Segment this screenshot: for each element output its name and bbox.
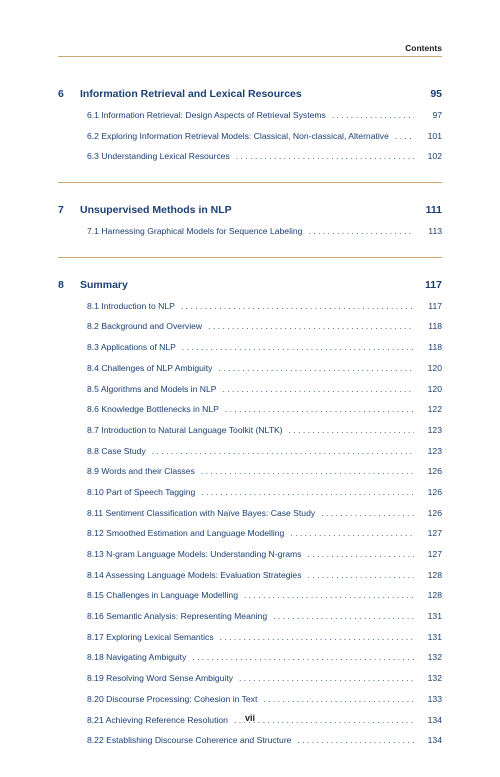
entry-title: 8.4 Challenges of NLP Ambiguity	[87, 362, 213, 373]
dot-leader	[201, 466, 414, 476]
toc-entry[interactable]	[87, 735, 442, 756]
toc-entry[interactable]	[87, 590, 442, 611]
entry-title: 8.10 Part of Speech Tagging	[87, 486, 196, 497]
chapter-divider	[58, 257, 442, 258]
entry-page-number: 128	[427, 590, 442, 601]
chapter-heading[interactable]	[58, 204, 442, 222]
entry-title: 8.16 Semantic Analysis: Representing Meaning	[87, 611, 268, 622]
entry-title: 8.1 Introduction to NLP	[87, 300, 175, 311]
running-head: Contents	[405, 43, 442, 53]
entry-page-number: 126	[427, 466, 442, 477]
toc-entry[interactable]	[87, 151, 442, 172]
chapter-divider	[58, 182, 442, 183]
entry-title: 8.7 Introduction to Natural Language Toolkit (NLTK)	[87, 424, 283, 435]
dot-leader	[181, 301, 414, 311]
entry-page-number: 118	[428, 321, 442, 332]
toc-entry[interactable]	[87, 384, 442, 405]
dot-leader	[307, 549, 414, 559]
entry-title: 8.14 Assessing Language Models: Evaluation Strategies	[87, 569, 302, 580]
dot-leader	[263, 694, 414, 704]
toc-entry[interactable]	[87, 528, 442, 549]
chapter-title: Information Retrieval and Lexical Resources	[80, 88, 302, 100]
entry-page-number: 118	[428, 342, 442, 353]
entry-title: 8.18 Navigating Ambiguity	[87, 652, 187, 663]
dot-leader	[308, 226, 414, 236]
chapter-title: Summary	[80, 278, 128, 291]
entry-title: 8.22 Establishing Discourse Coherence and Structure	[87, 735, 292, 746]
toc-entry[interactable]	[87, 131, 442, 152]
entry-page-number: 102	[427, 151, 442, 162]
chapter-heading[interactable]	[58, 88, 442, 106]
toc-entry[interactable]	[87, 632, 442, 653]
entry-title: 8.2 Background and Overview	[87, 321, 203, 332]
toc-entry[interactable]	[87, 549, 442, 570]
toc-entry[interactable]	[87, 694, 442, 715]
dot-leader	[290, 528, 414, 538]
entry-title: 8.11 Sentiment Classification with Naïve Bayes: Case Study	[87, 507, 316, 518]
entry-title: 8.15 Challenges in Language Modelling	[87, 590, 238, 601]
toc-entry[interactable]	[87, 321, 442, 342]
toc-entry[interactable]	[87, 342, 442, 363]
dot-leader	[182, 342, 414, 352]
dot-leader	[220, 632, 414, 642]
toc-entry[interactable]	[87, 652, 442, 673]
toc-entry[interactable]	[87, 508, 442, 529]
entry-page-number: 131	[427, 611, 442, 622]
toc-entry[interactable]	[87, 425, 442, 446]
chapter-block	[58, 279, 442, 756]
toc-entry[interactable]	[87, 226, 442, 247]
chapter-title: Unsupervised Methods in NLP	[80, 204, 232, 217]
entry-page-number: 120	[427, 383, 442, 394]
dot-leader	[289, 425, 414, 435]
entry-page-number: 134	[427, 714, 442, 725]
dot-leader	[244, 590, 414, 600]
entry-title: 8.17 Exploring Lexical Semantics	[87, 631, 214, 642]
entry-page-number: 123	[427, 445, 442, 456]
entry-page-number: 101	[427, 130, 442, 141]
entry-page-number: 134	[427, 735, 442, 746]
dot-leader	[332, 110, 414, 120]
entry-list	[87, 301, 442, 756]
entry-list	[87, 110, 442, 172]
entry-page-number: 117	[428, 300, 442, 311]
chapter-block	[58, 204, 442, 258]
entry-title: 7.1 Harnessing Graphical Models for Sequence Labeling	[87, 226, 303, 237]
entry-title: 6.1 Information Retrieval: Design Aspects of Retrieval Systems	[87, 110, 326, 120]
entry-page-number: 132	[427, 673, 442, 684]
chapter-page-number: 111	[425, 204, 442, 217]
toc-entry[interactable]	[87, 466, 442, 487]
toc-entry[interactable]	[87, 487, 442, 508]
entry-page-number: 97	[432, 110, 442, 120]
dot-leader	[239, 673, 414, 683]
toc-entry[interactable]	[87, 570, 442, 591]
toc-entry[interactable]	[87, 110, 442, 131]
entry-title: 8.20 Discourse Processing: Cohesion in Text	[87, 693, 258, 704]
entry-page-number: 131	[427, 631, 442, 642]
dot-leader	[321, 508, 414, 518]
chapter-page-number: 95	[430, 88, 442, 100]
dot-leader	[208, 321, 414, 331]
entry-title: 8.12 Smoothed Estimation and Language Modelling	[87, 528, 285, 539]
chapter-block	[58, 88, 442, 183]
dot-leader	[236, 151, 414, 161]
table-of-contents	[58, 88, 442, 777]
toc-entry[interactable]	[87, 446, 442, 467]
dot-leader	[152, 446, 414, 456]
entry-title: 6.3 Understanding Lexical Resources	[87, 151, 230, 162]
toc-entry[interactable]	[87, 404, 442, 425]
dot-leader	[273, 611, 414, 621]
dot-leader	[192, 652, 414, 662]
dot-leader	[218, 363, 414, 373]
header-rule	[58, 56, 442, 57]
chapter-heading[interactable]	[58, 279, 442, 297]
dot-leader	[308, 570, 414, 580]
entry-page-number: 123	[427, 424, 442, 435]
chapter-number: 8	[58, 278, 64, 291]
toc-entry[interactable]	[87, 673, 442, 694]
entry-page-number: 120	[427, 362, 442, 373]
entry-page-number: 132	[427, 652, 442, 663]
entry-title: 8.19 Resolving Word Sense Ambiguity	[87, 673, 234, 684]
entry-title: 8.8 Case Study	[87, 445, 146, 456]
entry-page-number: 127	[427, 549, 442, 559]
chapter-number: 7	[58, 204, 64, 217]
chapter-page-number: 117	[425, 278, 442, 291]
entry-title: 8.5 Algorithms and Models in NLP	[87, 383, 217, 394]
toc-entry[interactable]	[87, 301, 442, 322]
entry-page-number: 128	[427, 569, 442, 580]
toc-entry[interactable]	[87, 611, 442, 632]
entry-title: 8.9 Words and their Classes	[87, 466, 195, 477]
entry-page-number: 133	[427, 693, 442, 704]
dot-leader	[395, 131, 414, 141]
entry-page-number: 126	[427, 507, 442, 518]
dot-leader	[297, 735, 414, 745]
entry-title: 8.13 N-gram Language Models: Understanding N-grams	[87, 549, 302, 559]
page-number: vii	[244, 713, 255, 723]
entry-page-number: 127	[427, 528, 442, 539]
entry-page-number: 122	[427, 404, 442, 415]
entry-title: 8.6 Knowledge Bottlenecks in NLP	[87, 404, 219, 415]
dot-leader	[225, 404, 414, 414]
dot-leader	[222, 384, 414, 394]
entry-list	[87, 226, 442, 247]
chapter-number: 6	[58, 88, 64, 100]
dot-leader	[201, 487, 414, 497]
toc-entry[interactable]	[87, 363, 442, 384]
entry-page-number: 113	[428, 226, 442, 237]
entry-title: 8.3 Applications of NLP	[87, 342, 176, 353]
entry-page-number: 126	[427, 486, 442, 497]
entry-title: 8.21 Achieving Reference Resolution	[87, 714, 228, 725]
entry-title: 6.2 Exploring Information Retrieval Models: Classical, Non-classical, Alternative	[87, 130, 389, 141]
